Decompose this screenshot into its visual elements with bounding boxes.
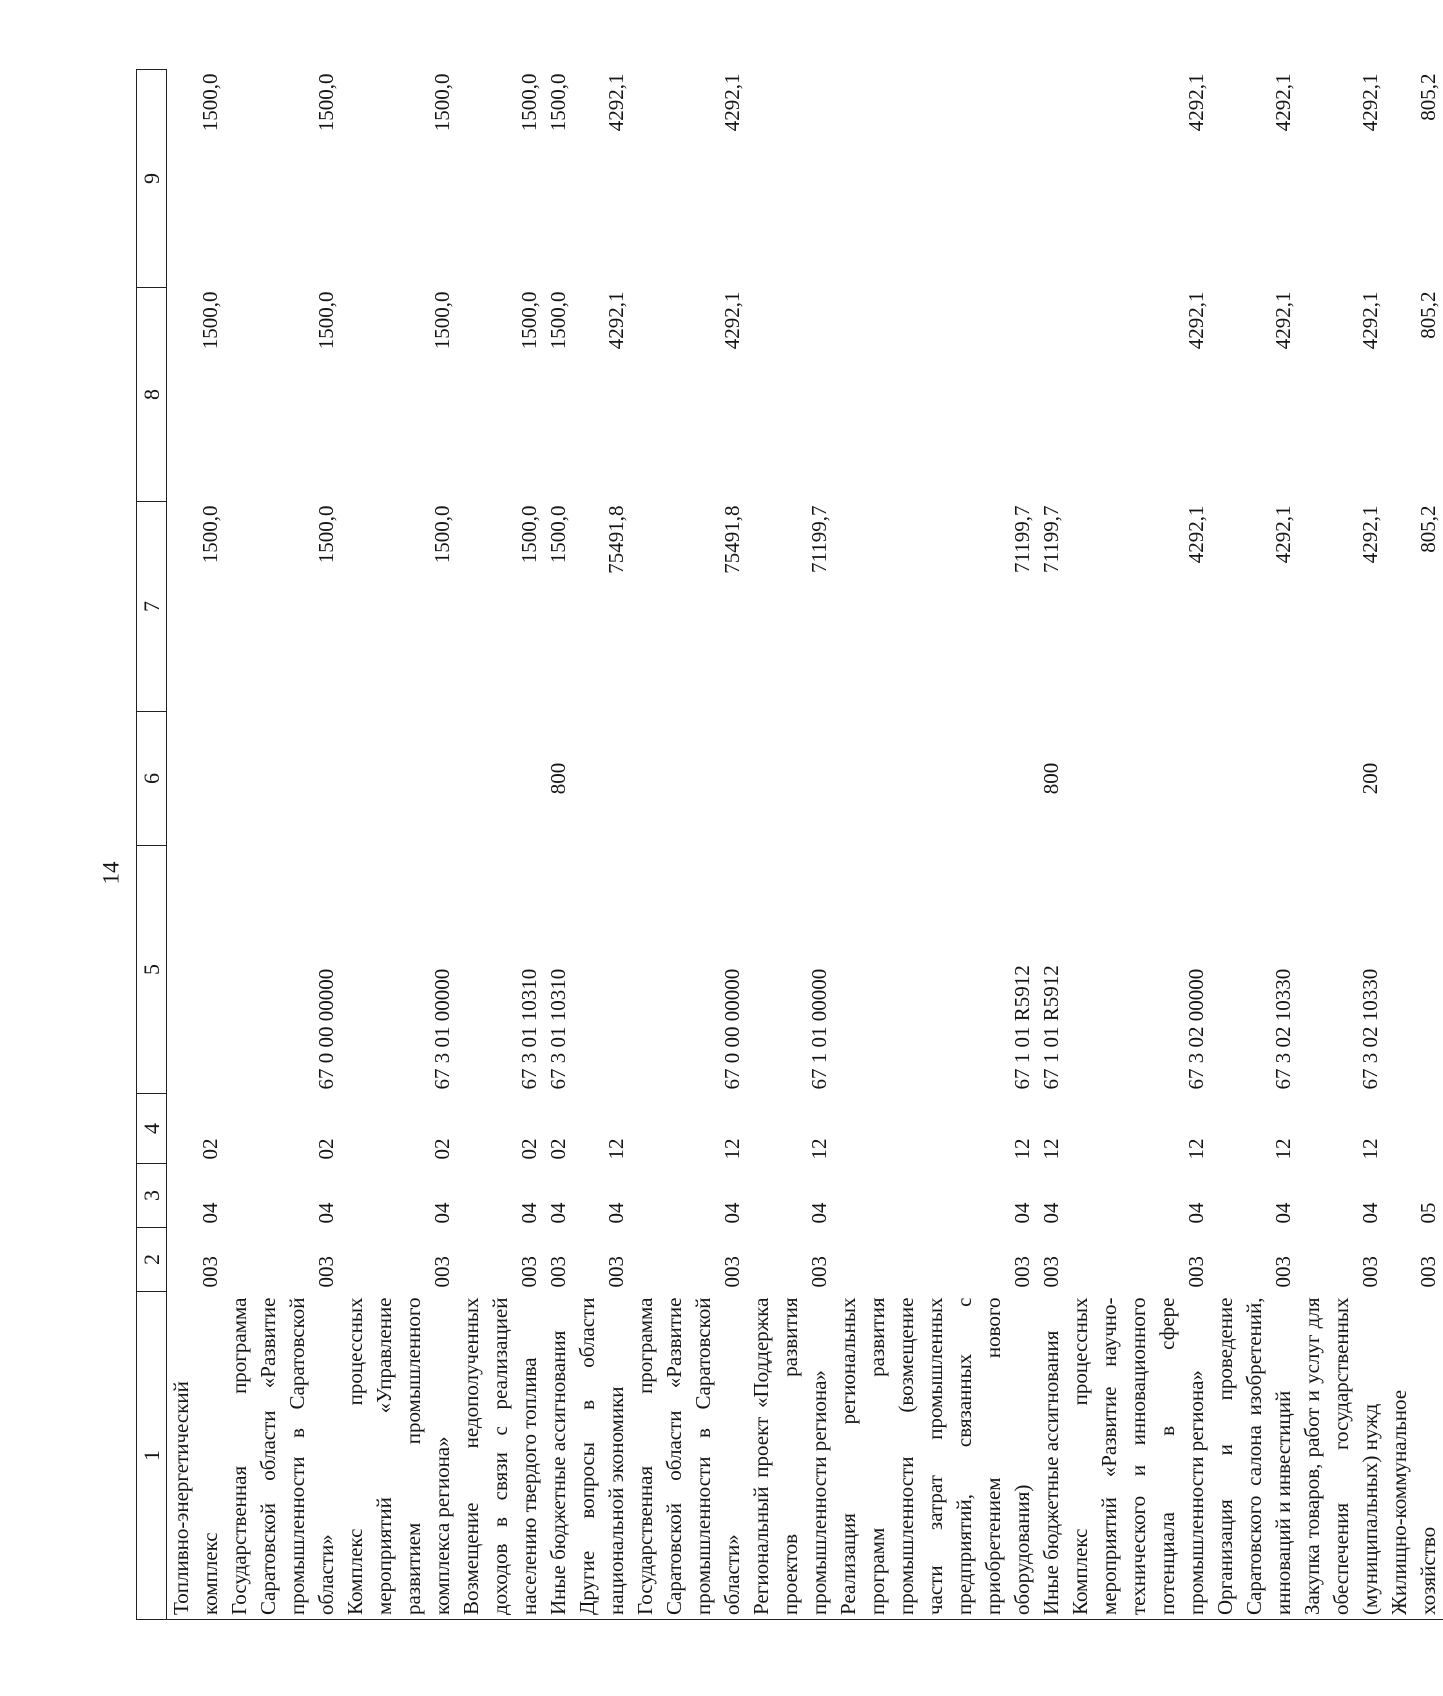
table-row [1066, 70, 1211, 1620]
cell-col2: 003 [314, 1256, 338, 1288]
cell-col6 [1385, 712, 1443, 846]
cell-col2: 003 [1416, 1256, 1440, 1288]
cell-col7: 71199,7 [1039, 505, 1063, 573]
table-row [747, 70, 834, 1620]
row-name: Организация и проведение Саратовского салона изобретений, инноваций и инвестиций [1211, 1292, 1298, 1620]
cell-col9: 1500,0 [546, 73, 570, 132]
page-number: 14 [98, 861, 124, 885]
cell-col6 [1066, 712, 1211, 846]
cell-col4: 12 [1039, 1138, 1063, 1160]
cell-col7: 4292,1 [1184, 505, 1208, 564]
table-row [1037, 70, 1066, 1620]
row-name: Государственная программа Саратовской области «Развитие промышленности в Саратовской области» [631, 1292, 747, 1620]
cell-col5: 67 3 02 10330 [1358, 968, 1382, 1090]
cell-col9: 4292,1 [1271, 73, 1295, 132]
cell-col9: 1500,0 [314, 73, 338, 132]
cell-col6 [167, 712, 226, 846]
table-row [631, 70, 747, 1620]
cell-col7: 75491,8 [604, 505, 628, 574]
cell-col5: 67 0 00 00000 [720, 968, 744, 1090]
table-row [225, 70, 341, 1620]
cell-col9: 4292,1 [1184, 73, 1208, 132]
row-name: Государственная программа Саратовской области «Развитие промышленности в Саратовской области» [225, 1292, 341, 1620]
cell-col7: 71199,7 [1010, 505, 1034, 573]
cell-col5: 67 3 02 00000 [1184, 968, 1208, 1090]
cell-col9: 1500,0 [198, 73, 222, 132]
cell-col7: 1500,0 [198, 505, 222, 564]
cell-col2: 003 [1010, 1256, 1034, 1288]
header-cell: 4 [137, 1094, 167, 1164]
cell-col8: 1500,0 [517, 291, 541, 350]
cell-col2: 003 [517, 1256, 541, 1288]
row-name: Комплекс процессных мероприятий «Управление развитием промышленного комплекса региона» [341, 1292, 457, 1620]
cell-col4: 12 [1271, 1138, 1295, 1160]
rotated-table-container [136, 70, 1440, 1620]
table-row [457, 70, 544, 1620]
row-name: Региональный проект «Поддержка проектов развития промышленности региона» [747, 1292, 834, 1620]
cell-col5 [573, 846, 631, 1094]
header-cell: 6 [137, 712, 167, 846]
cell-col8: 4292,1 [1271, 291, 1295, 350]
cell-col5: 67 1 01 00000 [807, 968, 831, 1090]
cell-col6 [834, 712, 1037, 846]
row-name: Иные бюджетные ассигнования [1037, 1292, 1066, 1620]
cell-col3: 04 [546, 1202, 570, 1224]
cell-col5 [1385, 846, 1443, 1094]
cell-col4 [1385, 1094, 1443, 1164]
cell-col4: 12 [807, 1138, 831, 1160]
table-row [1298, 70, 1385, 1620]
cell-col9: 4292,1 [604, 73, 628, 132]
row-name: Топливно-энергетический комплекс [167, 1292, 226, 1620]
cell-col2: 003 [1358, 1256, 1382, 1288]
table-row [341, 70, 457, 1620]
table-row [1385, 70, 1443, 1620]
cell-col7: 805,2 [1416, 505, 1440, 553]
cell-col6: 800 [546, 762, 570, 795]
cell-col5: 67 3 01 00000 [430, 968, 454, 1090]
cell-col9: 4292,1 [720, 73, 744, 132]
cell-col3: 04 [198, 1202, 222, 1224]
cell-col9: 805,2 [1416, 73, 1440, 121]
cell-col8: 4292,1 [1184, 291, 1208, 350]
table-row [544, 70, 573, 1620]
cell-col4: 12 [604, 1138, 628, 1160]
cell-col4: 02 [546, 1138, 570, 1160]
header-row [137, 70, 167, 1620]
cell-col7: 1500,0 [517, 505, 541, 564]
cell-col2: 003 [430, 1256, 454, 1288]
cell-col7: 4292,1 [1271, 505, 1295, 564]
cell-col4: 02 [517, 1138, 541, 1160]
cell-col6 [1211, 712, 1298, 846]
header-cell: 3 [137, 1164, 167, 1228]
cell-col3: 04 [604, 1202, 628, 1224]
cell-col3: 04 [314, 1202, 338, 1224]
cell-col5: 67 0 00 00000 [314, 968, 338, 1090]
cell-col9 [1037, 70, 1066, 288]
row-name: Возмещение недополученных доходов в связи с реализацией населению твердого топлива [457, 1292, 544, 1620]
header-cell: 2 [137, 1228, 167, 1292]
cell-col4: 12 [1184, 1138, 1208, 1160]
cell-col9: 1500,0 [517, 73, 541, 132]
cell-col7: 71199,7 [807, 505, 831, 573]
cell-col7: 4292,1 [1358, 505, 1382, 564]
header-cell: 7 [137, 502, 167, 712]
cell-col8 [834, 288, 1037, 502]
cell-col5: 67 3 01 10310 [546, 968, 570, 1090]
cell-col8: 4292,1 [720, 291, 744, 350]
row-name: Жилищно-коммунальное хозяйство [1385, 1292, 1443, 1620]
cell-col3: 04 [517, 1202, 541, 1224]
cell-col9 [747, 70, 834, 288]
cell-col3: 04 [1358, 1202, 1382, 1224]
cell-col2: 003 [604, 1256, 628, 1288]
cell-col8 [1037, 288, 1066, 502]
cell-col6 [225, 712, 341, 846]
cell-col8: 1500,0 [546, 291, 570, 350]
cell-col4: 02 [314, 1138, 338, 1160]
cell-col2: 003 [807, 1256, 831, 1288]
cell-col8: 1500,0 [198, 291, 222, 350]
cell-col3: 04 [1184, 1202, 1208, 1224]
cell-col8: 4292,1 [604, 291, 628, 350]
cell-col9 [834, 70, 1037, 288]
cell-col8: 4292,1 [1358, 291, 1382, 350]
row-name: Реализация региональных программ развития промышленности (возмещение части затрат промышленных предприятий, связанных с приобретением нового оборудования) [834, 1292, 1037, 1620]
cell-col3: 04 [720, 1202, 744, 1224]
cell-col9: 4292,1 [1358, 73, 1382, 132]
cell-col3: 05 [1416, 1202, 1440, 1224]
table-row [1211, 70, 1298, 1620]
cell-col2: 003 [1271, 1256, 1295, 1288]
cell-col3: 04 [807, 1202, 831, 1224]
cell-col4: 12 [1010, 1138, 1034, 1160]
row-name: Закупка товаров, работ и услуг для обеспечения государственных (муниципальных) нужд [1298, 1292, 1385, 1620]
header-cell: 8 [137, 288, 167, 502]
budget-table [136, 69, 1443, 1620]
cell-col8: 1500,0 [314, 291, 338, 350]
cell-col3: 04 [1271, 1202, 1295, 1224]
cell-col6 [747, 712, 834, 846]
cell-col2: 003 [198, 1256, 222, 1288]
cell-col2: 003 [720, 1256, 744, 1288]
cell-col4: 02 [430, 1138, 454, 1160]
cell-col3: 04 [1010, 1202, 1034, 1224]
row-name: Иные бюджетные ассигнования [544, 1292, 573, 1620]
row-name: Комплекс процессных мероприятий «Развитие научно-технического и инновационного потенциала в сфере промышленности региона» [1066, 1292, 1211, 1620]
cell-col9: 1500,0 [430, 73, 454, 132]
cell-col3: 04 [430, 1202, 454, 1224]
cell-col5: 67 1 01 R5912 [1039, 965, 1063, 1090]
row-name: Другие вопросы в области национальной экономики [573, 1292, 631, 1620]
cell-col4: 12 [720, 1138, 744, 1160]
cell-col6 [457, 712, 544, 846]
header-cell: 1 [137, 1292, 167, 1620]
cell-col5 [167, 846, 226, 1094]
cell-col7: 1500,0 [430, 505, 454, 564]
cell-col8: 1500,0 [430, 291, 454, 350]
table-row [834, 70, 1037, 1620]
cell-col5: 67 3 02 10330 [1271, 968, 1295, 1090]
cell-col2: 003 [1039, 1256, 1063, 1288]
cell-col4: 02 [198, 1138, 222, 1160]
table-row [573, 70, 631, 1620]
cell-col8 [747, 288, 834, 502]
cell-col8: 805,2 [1416, 291, 1440, 339]
cell-col4: 12 [1358, 1138, 1382, 1160]
cell-col7: 75491,8 [720, 505, 744, 574]
cell-col6 [341, 712, 457, 846]
cell-col2: 003 [1184, 1256, 1208, 1288]
cell-col7: 1500,0 [314, 505, 338, 564]
cell-col6: 200 [1358, 762, 1382, 795]
table-row [167, 70, 226, 1620]
cell-col5: 67 3 01 10310 [517, 968, 541, 1090]
cell-col6 [631, 712, 747, 846]
header-cell: 9 [137, 70, 167, 288]
cell-col6 [573, 712, 631, 846]
cell-col3: 04 [1039, 1202, 1063, 1224]
cell-col2: 003 [546, 1256, 570, 1288]
cell-col6: 800 [1039, 762, 1063, 795]
cell-col5: 67 1 01 R5912 [1010, 965, 1034, 1090]
header-cell: 5 [137, 846, 167, 1094]
cell-col7: 1500,0 [546, 505, 570, 564]
